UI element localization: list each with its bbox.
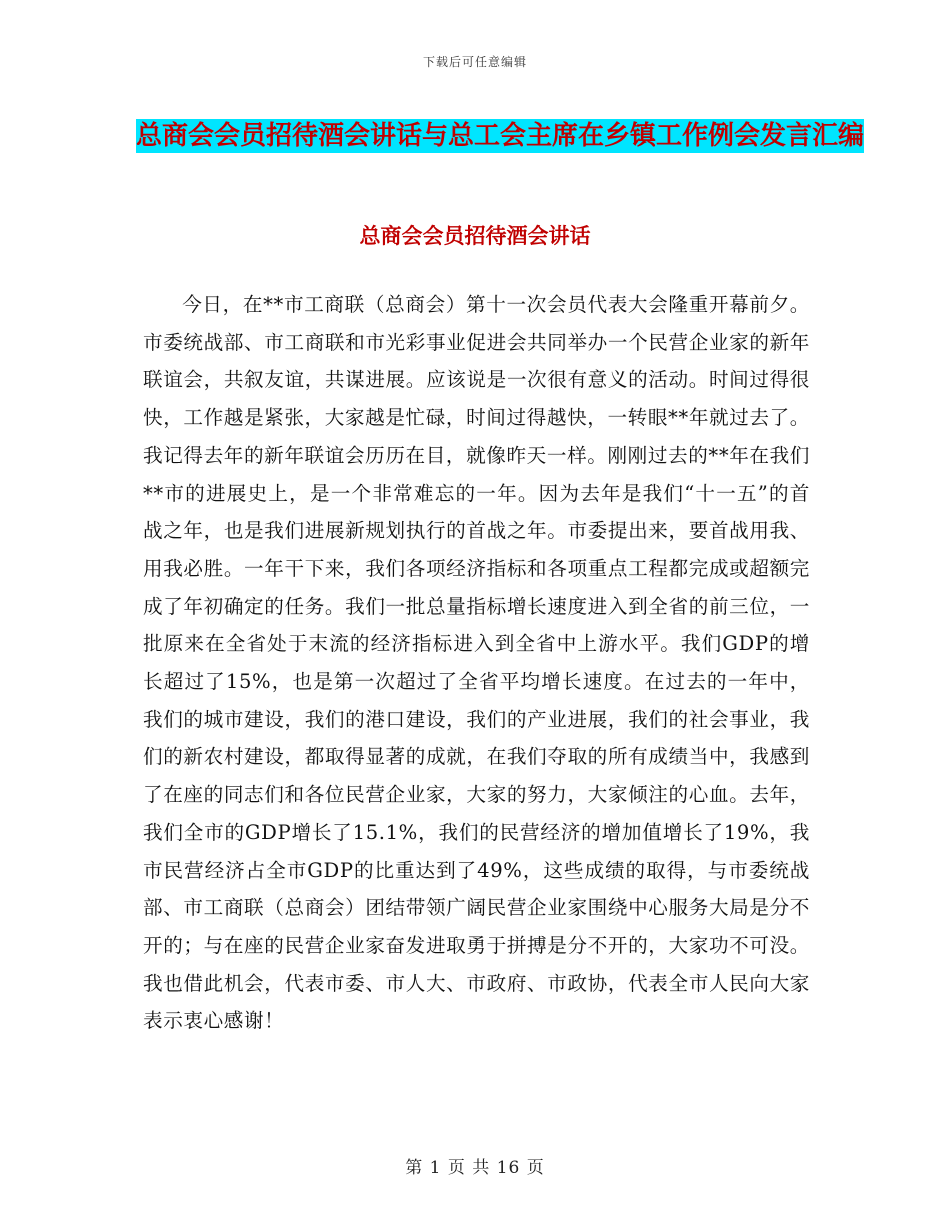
body-paragraph: 今日，在**市工商联（总商会）第十一次会员代表大会隆重开幕前夕。市委统战部、市工商联和市光彩事业促进会共同举办一个民营企业家的新年联谊会，共叙友谊，共谋进展。应该说是一次很有意义的活动。时间过得很快，工作越是紧张，大家越是忙碌，时间过得越快，一转眼**年就过去了。我记得去年的新年联谊会历历在目，就像昨天一样。刚刚过去的**年在我们**市的进展史上，是一个非常难忘的一年。因为去年是我们“十一五”的首战之年，也是我们进展新规划执行的首战之年。市委提出来，要首战用我、用我必胜。一年干下来，我们各项经济指标和各项重点工程都完成或超额完成了年初确定的任务。我们一批总量指标增长速度进入到全省的前三位，一批原来在全省处于末流的经济指标进入到全省中上游水平。我们GDP的增长超过了15%，也是第一次超过了全省平均增长速度。在过去的一年中，我们的城市建设，我们的港口建设，我们的产业进展，我们的社会事业，我们的新农村建设，都取得显著的成就，在我们夺取的所有成绩当中，我感到了在座的同志们和各位民营企业家，大家的努力，大家倾注的心血。去年，我们全市的GDP增长了15.1%，我们的民营经济的增加值增长了19%，我市民营经济占全市GDP的比重达到了49%，这些成绩的取得，与市委统战部、市工商联（总商会）团结带领广阔民营企业家围绕中心服务大局是分不开的；与在座的民营企业家奋发进取勇于拼搏是分不开的，大家功不可没。我也借此机会，代表市委、市人大、市政府、市政协，代表全市人民向大家表示衷心感谢！ bbox=[143, 293, 810, 1033]
document-title bbox=[120, 108, 880, 164]
page-header-note: 下载后可任意编辑 bbox=[422, 55, 527, 69]
section-title: 总商会会员招待酒会讲话 bbox=[359, 224, 591, 248]
document-title-text: 总商会会员招待酒会讲话与总工会主席在乡镇工作例会发言汇编 bbox=[135, 121, 864, 151]
page-number-footer: 第 1 页 共 16 页 bbox=[405, 1158, 545, 1178]
